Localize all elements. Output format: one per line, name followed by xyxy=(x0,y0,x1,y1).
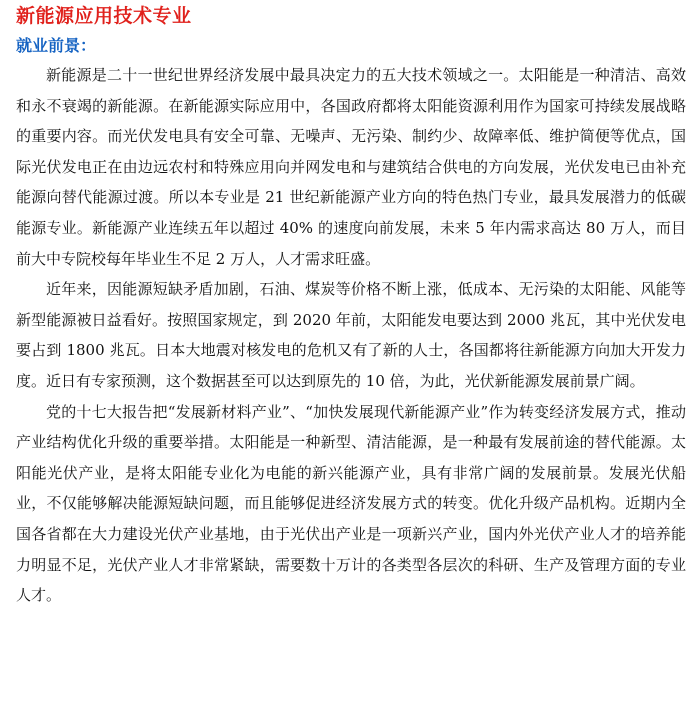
section-body xyxy=(16,60,686,611)
section-heading-employment: 就业前景： xyxy=(16,36,97,55)
page-title: 新能源应用技术专业 xyxy=(16,5,192,27)
paragraph-2: 近年来，因能源短缺矛盾加剧，石油、煤炭等价格不断上涨，低成本、无污染的太阳能、风能等新型能源被日益看好。按照国家规定，到 2020 年前，太阳能发电要达到 2000 兆瓦，其中光伏发电要占到 1800 兆瓦。日本大地震对核发电的危机又有了新的人士，各国都将往新能源方向加大开发力度。近日有专家预测，这个数据甚至可以达到原先的 10 倍，为此，光伏新能源发展前景广阔。 xyxy=(16,280,686,390)
paragraph-3: 党的十七大报告把“发展新材料产业”、“加快发展现代新能源产业”作为转变经济发展方式，推动产业结构优化升级的重要举措。太阳能是一种新型、清洁能源，是一种最有发展前途的替代能源。太阳能光伏产业，是将太阳能专业化为电能的新兴能源产业，具有非常广阔的发展前景。发展光伏船业，不仅能够解决能源短缺问题，而且能够促进经济发展方式的转变。优化升级产品机构。近期内全国各省都在大力建设光伏产业基地，由于光伏出产业是一项新兴产业，国内外光伏产业人才的培养能力明显不足，光伏产业人才非常紧缺，需要数十万计的各类型各层次的科研、生产及管理方面的专业人才。 xyxy=(16,402,686,605)
paragraph-1: 新能源是二十一世纪世界经济发展中最具决定力的五大技术领域之一。太阳能是一种清洁、高效和永不衰竭的新能源。在新能源实际应用中，各国政府都将太阳能资源利用作为国家可持续发展战略的重要内容。而光伏发电具有安全可靠、无噪声、无污染、制约少、故障率低、维护简便等优点，国际光伏发电正在由边远农村和特殊应用向并网发电和与建筑结合供电的方向发展，光伏发电已由补充能源向替代能源过渡。所以本专业是 21 世纪新能源产业方向的特色热门专业，最具发展潜力的低碳能源专业。新能源产业连续五年以超过 40% 的速度向前发展，未来 5 年内需求高达 80 万人，而目前大中专院校每年毕业生不足 2 万人，人才需求旺盛。 xyxy=(16,66,686,268)
